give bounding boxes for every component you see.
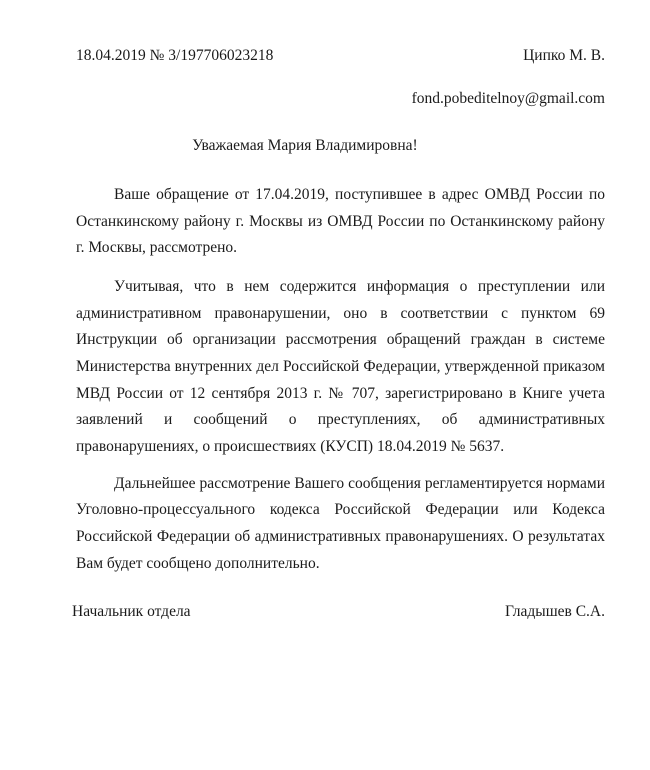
body-paragraph: Дальнейшее рассмотрение Вашего сообщения регламентируется нормами Уголовно-процессуального кодекса Российской Федерации или Кодекса Российской Федерации об административных правонарушениях. О результатах Вам будет сообщено дополнительно. — [76, 474, 605, 572]
signatory-name: Гладышев С.А. — [504, 603, 605, 620]
salutation-line: Уважаемая Мария Владимировна! — [192, 137, 418, 154]
addressee-email: fond.pobeditelnoy@gmail.com — [411, 90, 605, 107]
document-header — [76, 46, 605, 65]
body-paragraph: Ваше обращение от 17.04.2019, поступившее в адрес ОМВД России по Останкинскому району г. Москвы из ОМВД России по Останкинскому району г. Москвы, рассмотрено. — [76, 186, 605, 257]
document-reference-number: 18.04.2019 № 3/197706023218 — [76, 47, 274, 64]
signature-block — [72, 603, 605, 621]
document-body — [76, 182, 605, 577]
body-paragraph: Учитывая, что в нем содержится информация о преступлении или административном правонарушении, оно в соответствии с пунктом 69 Инструкции об организации рассмотрения обращений граждан в системе Министерства внутренних дел Российской Федерации, утвержденной приказом МВД России от 12 сентября 2013 г. № 707, зарегистрировано в Книге учета заявлений и сообщений о преступлениях, об административных правонарушениях, о происшествиях (КУСП) 18.04.2019 № 5637. — [76, 277, 605, 455]
signatory-title: Начальник отдела — [72, 603, 191, 620]
addressee-name: Ципко М. В. — [523, 47, 605, 64]
